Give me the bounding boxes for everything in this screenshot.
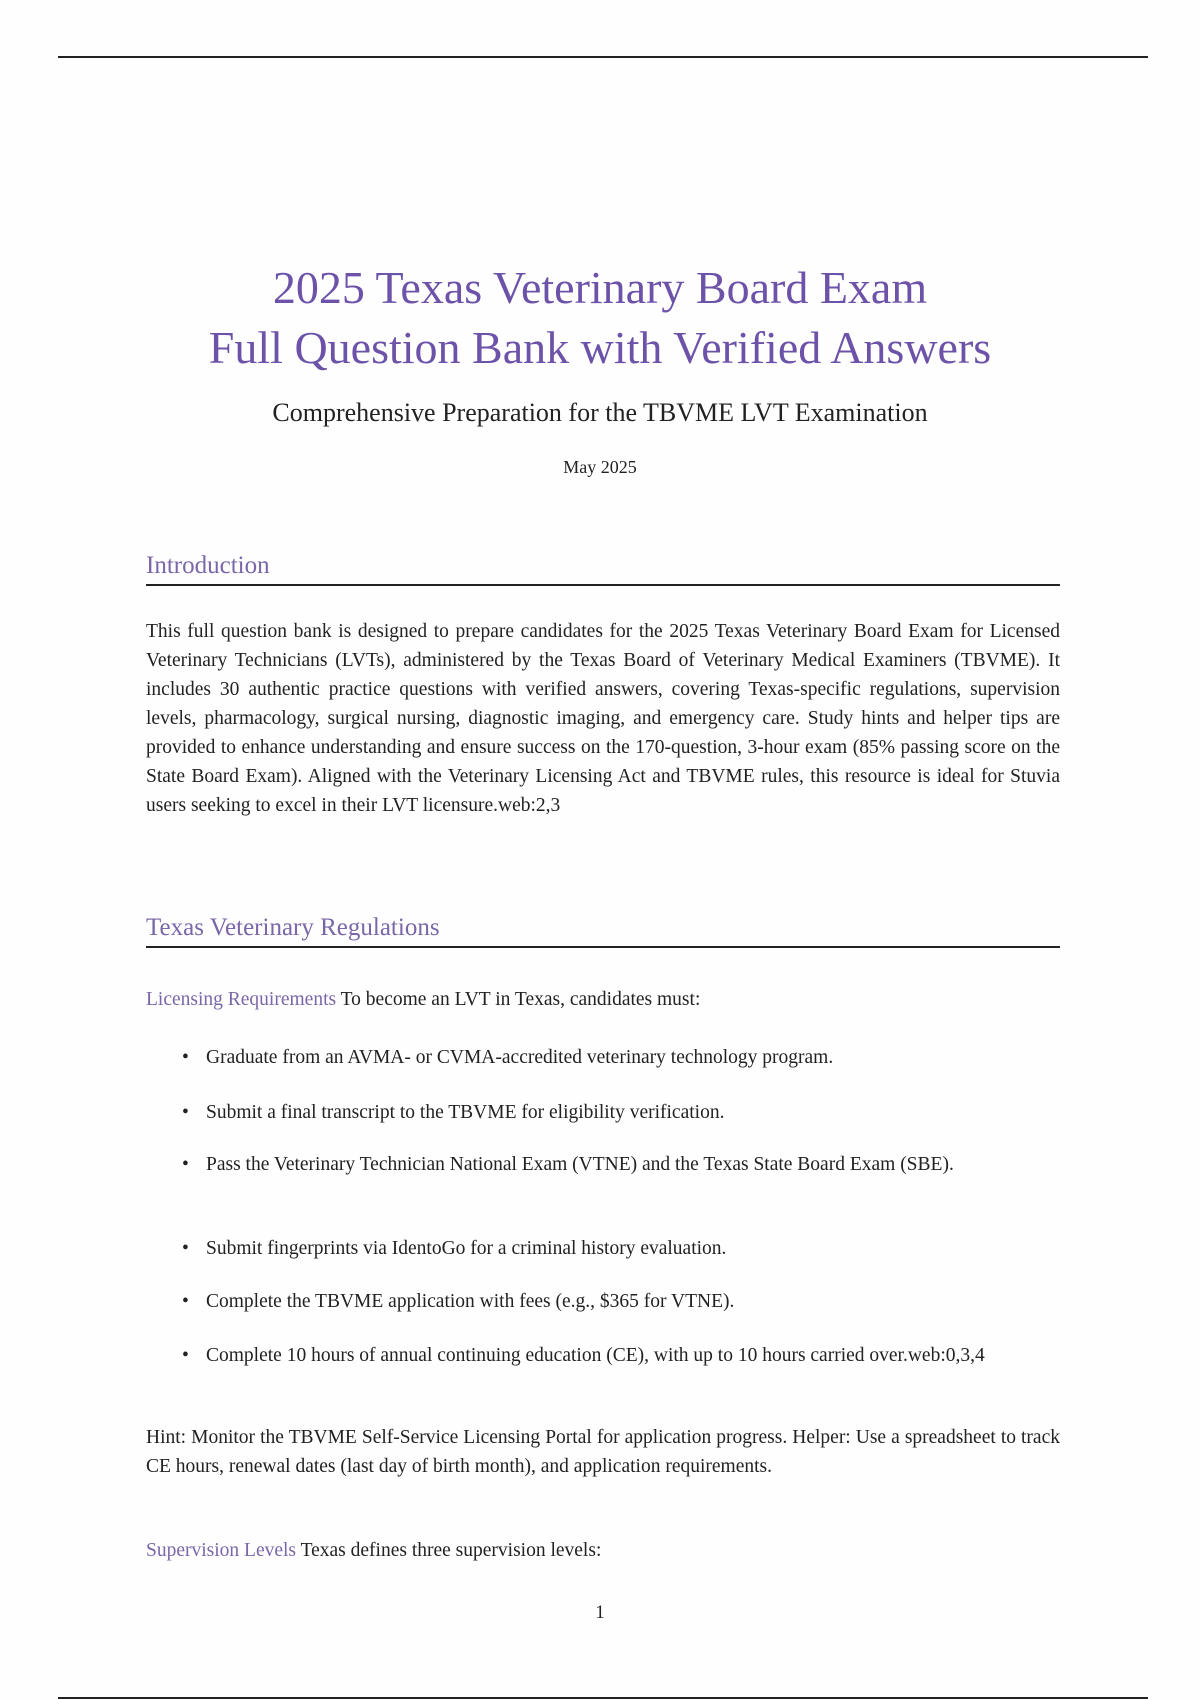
supervision-intro: Texas defines three supervision levels: xyxy=(300,1540,602,1561)
document-title xyxy=(0,258,1200,378)
list-item: • Complete 10 hours of annual continuing education (CE), with up to 10 hours carried over.web:0,3,4 xyxy=(206,1341,1060,1370)
header-rule xyxy=(58,56,1148,58)
page-number: 1 xyxy=(595,1602,605,1623)
section-heading: Introduction xyxy=(146,552,1060,586)
list-item: • Complete the TBVME application with fees (e.g., $365 for VTNE). xyxy=(206,1287,1060,1316)
section-introduction xyxy=(146,552,1060,586)
subheading-licensing: Licensing Requirements xyxy=(146,989,337,1010)
document-date: May 2025 xyxy=(563,457,637,477)
licensing-intro: To become an LVT in Texas, candidates must: xyxy=(340,989,701,1010)
footer-rule xyxy=(58,1697,1148,1699)
list-item: • Submit a final transcript to the TBVME for eligibility verification. xyxy=(206,1098,1060,1127)
title-line-2: Full Question Bank with Verified Answers xyxy=(208,322,992,373)
title-line-1: 2025 Texas Veterinary Board Exam xyxy=(272,262,928,313)
list-item: • Pass the Veterinary Technician National Exam (VTNE) and the Texas State Board Exam (SBE). xyxy=(206,1150,1060,1179)
document-subtitle: Comprehensive Preparation for the TBVME LVT Examination xyxy=(272,398,928,427)
list-item: • Submit fingerprints via IdentoGo for a criminal history evaluation. xyxy=(206,1234,1060,1263)
section-heading: Texas Veterinary Regulations xyxy=(146,914,1060,948)
introduction-paragraph: This full question bank is designed to prepare candidates for the 2025 Texas Veterinary Board Exam for Licensed Veterinary Technicians (LVTs), administered by the Texas Board of Veterinary Medical Examiners (TBVME). It includes 30 authentic practice questions with verified answers, covering Texas-specific regulations, supervision levels, pharmacology, surgical nursing, diagnostic imaging, and emergency care. Study hints and helper tips are provided to enhance understanding and ensure success on the 170-question, 3-hour exam (85% passing score on the State Board Exam). Aligned with the Veterinary Licensing Act and TBVME rules, this resource is ideal for Stuvia users seeking to excel in their LVT licensure.web:2,3 xyxy=(146,621,1060,816)
section-regulations xyxy=(146,914,1060,948)
licensing-paragraph xyxy=(146,985,1060,1014)
subheading-supervision: Supervision Levels xyxy=(146,1540,297,1561)
list-item: • Graduate from an AVMA- or CVMA-accredited veterinary technology program. xyxy=(206,1043,1060,1072)
hint-paragraph: Hint: Monitor the TBVME Self-Service Licensing Portal for application progress. Helper: Use a spreadsheet to track CE hours, renewal dates (last day of birth month), and application requirements. xyxy=(146,1427,1060,1477)
supervision-paragraph xyxy=(146,1536,1060,1565)
